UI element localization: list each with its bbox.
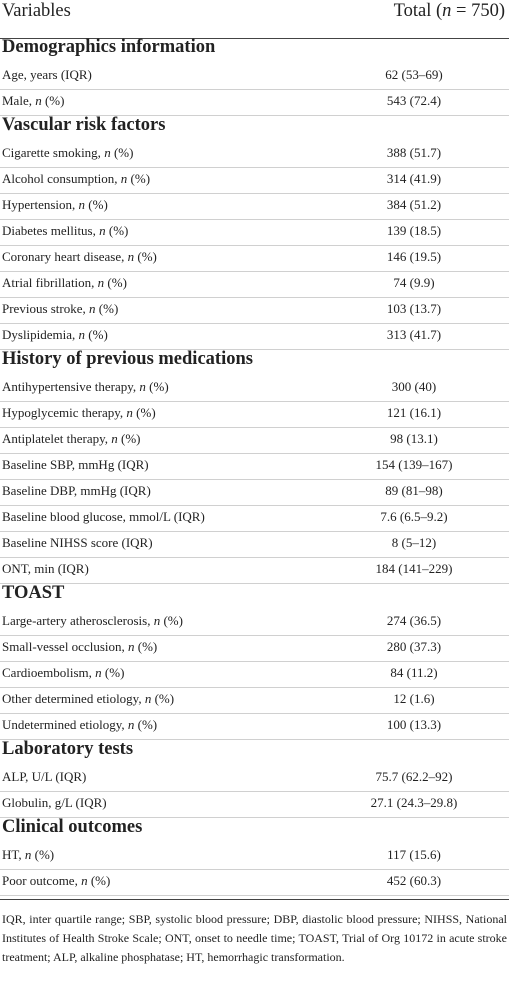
row-label: Antihypertensive therapy, n (%): [2, 379, 169, 394]
row-value: 146 (19.5): [386, 249, 442, 264]
table-row: [0, 843, 509, 870]
table-row: [0, 791, 509, 818]
section-heading-vascular-risk-factors: Vascular risk factors: [2, 115, 166, 135]
row-label: Baseline NIHSS score (IQR): [2, 535, 153, 550]
row-value: 27.1 (24.3–29.8): [370, 795, 458, 810]
row-value: 117 (15.6): [387, 847, 441, 862]
section-heading-history-of-previous-medications: History of previous medications: [2, 349, 253, 369]
table-row: [0, 193, 509, 220]
table-row: [0, 427, 509, 454]
table-row: [0, 765, 509, 792]
table-row: [0, 167, 509, 194]
table-row: [0, 453, 509, 480]
header-total: Total (n = 750): [393, 1, 505, 21]
row-value: 89 (81–98): [385, 483, 443, 498]
row-label: Dyslipidemia, n (%): [2, 327, 108, 342]
table-row: [0, 245, 509, 272]
row-label: ALP, U/L (IQR): [2, 769, 87, 784]
row-value: 75.7 (62.2–92): [375, 769, 453, 784]
row-value: 300 (40): [391, 379, 437, 394]
row-value: 98 (13.1): [390, 431, 438, 446]
section-heading-toast: TOAST: [2, 583, 65, 603]
table-bottom-rule: [0, 899, 509, 900]
table-header: [0, 0, 509, 39]
row-value: 74 (9.9): [393, 275, 435, 290]
row-label: Baseline blood glucose, mmol/L (IQR): [2, 509, 205, 524]
row-label: Antiplatelet therapy, n (%): [2, 431, 141, 446]
table-row: [0, 401, 509, 428]
row-value: 154 (139–167): [375, 457, 453, 472]
header-variables: Variables: [2, 1, 71, 21]
table-row: [0, 219, 509, 246]
row-label: Globulin, g/L (IQR): [2, 795, 107, 810]
section-heading-laboratory-tests: Laboratory tests: [2, 739, 134, 759]
table-row: [0, 323, 509, 350]
table-row: [0, 141, 509, 168]
row-label: Male, n (%): [2, 93, 65, 108]
row-value: 12 (1.6): [393, 691, 435, 706]
row-value: 100 (13.3): [386, 717, 442, 732]
section-heading-clinical-outcomes: Clinical outcomes: [2, 817, 143, 837]
row-value: 8 (5–12): [391, 535, 437, 550]
row-label: HT, n (%): [2, 847, 55, 862]
row-value: 84 (11.2): [390, 665, 438, 680]
row-label: Other determined etiology, n (%): [2, 691, 175, 706]
row-label: Alcohol consumption, n (%): [2, 171, 151, 186]
row-label: Baseline SBP, mmHg (IQR): [2, 457, 149, 472]
table-row: [0, 609, 509, 636]
table-row: [0, 557, 509, 584]
row-value: 184 (141–229): [375, 561, 453, 576]
row-value: 314 (41.9): [386, 171, 442, 186]
row-label: Cigarette smoking, n (%): [2, 145, 134, 160]
row-label: Undetermined etiology, n (%): [2, 717, 158, 732]
table-row: [0, 531, 509, 558]
row-value: 274 (36.5): [386, 613, 442, 628]
table-row: [0, 661, 509, 688]
row-label: Large-artery atherosclerosis, n (%): [2, 613, 183, 628]
row-label: Atrial fibrillation, n (%): [2, 275, 127, 290]
row-label: Poor outcome, n (%): [2, 873, 111, 888]
row-label: Previous stroke, n (%): [2, 301, 119, 316]
row-value: 103 (13.7): [386, 301, 442, 316]
row-value: 139 (18.5): [386, 223, 442, 238]
row-label: Coronary heart disease, n (%): [2, 249, 157, 264]
row-value: 384 (51.2): [386, 197, 442, 212]
row-label: Baseline DBP, mmHg (IQR): [2, 483, 151, 498]
row-label: Diabetes mellitus, n (%): [2, 223, 129, 238]
row-value: 313 (41.7): [386, 327, 442, 342]
row-label: Hypoglycemic therapy, n (%): [2, 405, 156, 420]
row-label: ONT, min (IQR): [2, 561, 89, 576]
row-label: Hypertension, n (%): [2, 197, 108, 212]
table-row: [0, 479, 509, 506]
row-value: 452 (60.3): [386, 873, 442, 888]
table-footnote: IQR, inter quartile range; SBP, systolic blood pressure; DBP, diastolic blood pressure; NIHSS, National Institutes of Health Stroke Scale; ONT, onset to needle time; TOAST, Trial of Org 10172 in acute stroke treatment; ALP, alkaline phosphatase; HT, hemorrhagic transformation.: [2, 912, 507, 964]
table-row: [0, 297, 509, 324]
section-heading-demographics-information: Demographics information: [2, 37, 216, 57]
row-label: Age, years (IQR): [2, 67, 92, 82]
row-value: 7.6 (6.5–9.2): [380, 509, 448, 524]
table-row: [0, 505, 509, 532]
row-label: Cardioembolism, n (%): [2, 665, 125, 680]
table-row: [0, 635, 509, 662]
table-row: [0, 89, 509, 116]
table-row: [0, 63, 509, 90]
row-value: 543 (72.4): [386, 93, 442, 108]
table-row: [0, 687, 509, 714]
table-row: [0, 869, 509, 896]
row-label: Small-vessel occlusion, n (%): [2, 639, 158, 654]
row-value: 62 (53–69): [385, 67, 443, 82]
table-row: [0, 713, 509, 740]
table-row: [0, 271, 509, 298]
row-value: 121 (16.1): [386, 405, 442, 420]
row-value: 388 (51.7): [386, 145, 442, 160]
row-value: 280 (37.3): [386, 639, 442, 654]
table-row: [0, 375, 509, 402]
